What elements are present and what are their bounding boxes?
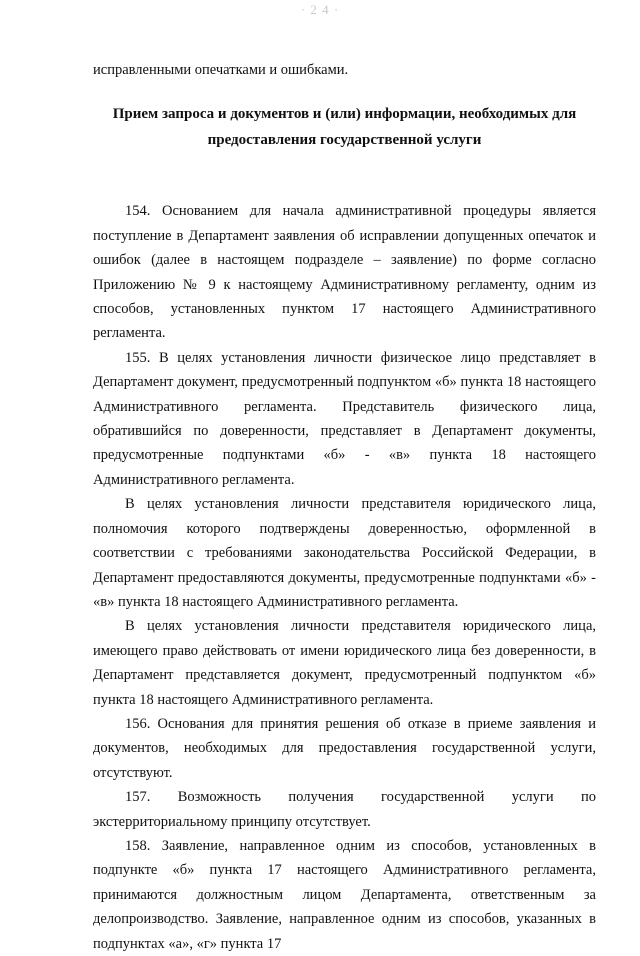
paragraph-157: 157. Возможность получения государственной услуги по экстерриториальному принципу отсутствует. — [93, 789, 596, 830]
document-body — [93, 58, 596, 956]
paragraph-155: 155. В целях установления личности физическое лицо представляет в Департамент документ, предусмотренный подпунктом «б» пункта 18 настоящего Административного регламента. Представитель физического лица, обратившийся по доверенности, представляет в Департамент документы, предусмотренные подпунктами «б» - «в» пункта 18 настоящего Административного регламента. — [93, 349, 596, 488]
paragraph-154: 154. Основанием для начала административной процедуры является поступление в Департамент заявления об исправлении допущенных опечаток и ошибок (далее в настоящем подразделе – заявление) по форме согласно Приложению № 9 к настоящему Административному регламенту, одним из способов, установленных пунктом 17 настоящего Административного регламента. — [93, 203, 596, 342]
paragraph-legal-rep-no-proxy: В целях установления личности представителя юридического лица, имеющего право действовать от имени юридического лица без доверенности, в Департамент представляется документ, предусмотренный подпунктом «б» пункта 18 настоящего Административного регламента. — [93, 618, 596, 708]
intro-line: исправленными опечатками и ошибками. — [93, 62, 349, 78]
section-heading: Прием запроса и документов и (или) информации, необходимых для предоставления государственной услуги — [112, 106, 577, 149]
page-number: · 2 4 · — [300, 2, 340, 17]
paragraph-legal-rep-proxy: В целях установления личности представителя юридического лица, полномочия которого подтверждены доверенностью, оформленной в соответствии с требованиями законодательства Российской Федерации, в Департамент предоставляются документы, предусмотренные подпунктами «б» - «в» пункта 18 настоящего Административного регламента. — [93, 496, 596, 610]
paragraph-156: 156. Основания для принятия решения об отказе в приеме заявления и документов, необходимых для предоставления государственной услуги, отсутствуют. — [93, 715, 596, 781]
paragraph-158: 158. Заявление, направленное одним из способов, установленных в подпункте «б» пункта 17 настоящего Административного регламента, принимаются должностным лицом Департамента, ответственным за делопроизводство. Заявление, направленное одним из способов, указанных в подпунктах «а», «г» пункта 17 — [93, 837, 596, 952]
